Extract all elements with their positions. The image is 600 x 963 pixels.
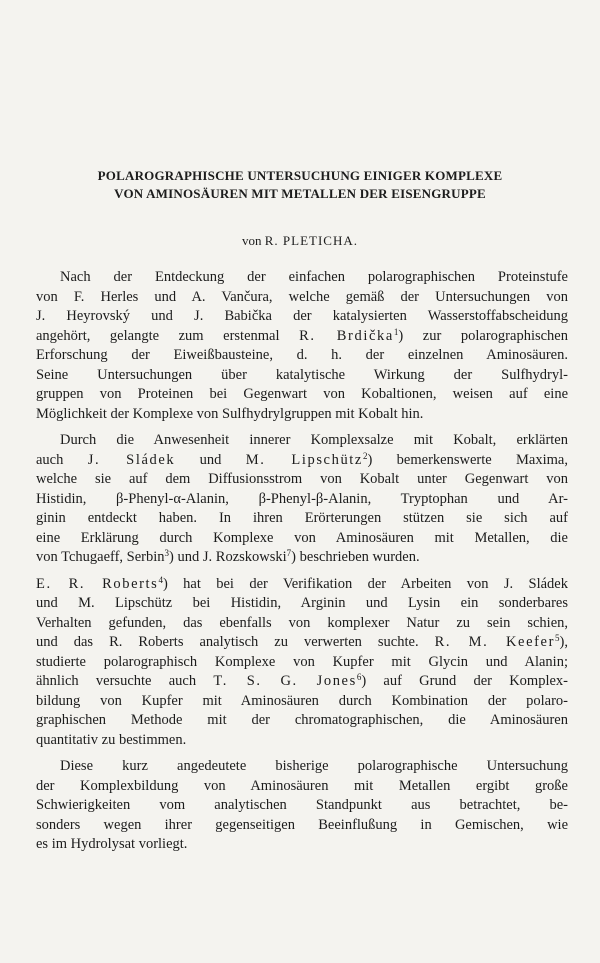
text-line: es im Hydrolysat vorliegt. <box>36 836 188 852</box>
author-reference: R. Brdička <box>299 327 394 344</box>
text-segment: und das R. Roberts analytisch zu verwerten suchte. <box>36 634 419 650</box>
text-line: E. R. Roberts$^4$) hat bei der Verifikation der Arbeiten von J. Sládek <box>36 574 568 592</box>
text-line: Schwierigkeiten vom analytischen Standpunkt aus betrachtet, be- <box>36 797 568 813</box>
text-segment: und <box>199 451 222 468</box>
text-line: Histidin, β-Phenyl-α-Alanin, β-Phenyl-β-Alanin, Tryptophan und Ar- <box>36 490 568 507</box>
footnote-ref: 5 <box>555 633 560 643</box>
author-reference: R. M. Keefer <box>434 634 556 650</box>
text-segment: von Tchugaeff, Serbin <box>36 549 165 565</box>
author-prefix: von <box>242 233 262 248</box>
text-line: und das R. Roberts analytisch zu verwerten suchte. R. M. Keefer$^5$), <box>36 633 568 650</box>
text-line: Verhalten gefunden, das ebenfalls von komplexer Natur zu sein schien, <box>36 614 568 631</box>
text-segment: bemerkenswerte Maxima, <box>396 451 568 468</box>
paragraph-2 <box>36 431 568 568</box>
title-line-2: VON AMINOSÄUREN MIT METALLEN DER EISENGRUPPE <box>114 186 486 201</box>
text-segment: ähnlich versuchte auch <box>36 673 197 689</box>
text-segment: auch <box>36 451 64 468</box>
text-line: Seine Untersuchungen über katalytische Wirkung der Sulfhydryl- <box>36 366 568 383</box>
paper-title <box>40 167 560 203</box>
text-line: bildung von Kupfer mit Aminosäuren durch Kombination der polaro- <box>36 692 568 709</box>
text-line: Durch die Anwesenheit innerer Komplexsalze mit Kobalt, erklärten <box>60 432 568 448</box>
paragraph-4 <box>36 757 568 855</box>
text-line: und M. Lipschütz bei Histidin, Arginin und Lysin ein sonderbares <box>36 595 568 611</box>
paragraph-1 <box>36 268 568 424</box>
text-line: ähnlich versuchte auch T. S. G. Jones$^6$) auf Grund der Komplex- <box>36 672 568 689</box>
text-line: graphischen Methode mit der chromatographischen, die Aminosäuren <box>36 712 568 728</box>
author-reference: T. S. G. Jones <box>213 673 357 689</box>
author-reference: J. Sládek <box>87 451 176 468</box>
footnote-ref: 4 <box>158 574 163 585</box>
text-segment: und J. Rozskowski <box>177 549 287 565</box>
text-line: angehört, gelangte zum erstenmal R. Brdička$^1$) zur polarographischen <box>36 326 568 344</box>
text-line: Möglichkeit der Komplexe von Sulfhydrylgruppen mit Kobalt hin. <box>36 405 424 422</box>
author-line <box>40 233 560 249</box>
text-segment: hat bei der Verifikation der Arbeiten von J. Sládek <box>183 575 568 592</box>
title-line-1: POLAROGRAPHISCHE UNTERSUCHUNG EINIGER KOMPLEXE <box>97 168 503 183</box>
author-reference: E. R. Roberts <box>36 575 159 592</box>
paragraph-3 <box>36 575 568 751</box>
footnote-ref: 6 <box>356 672 362 682</box>
footnote-ref: 3 <box>164 548 170 558</box>
text-line: sonders wegen ihrer gegenseitigen Beeinflußung in Gemischen, wie <box>36 816 568 833</box>
author-name: R. PLETICHA. <box>264 233 358 248</box>
text-line: eine Erklärung durch Komplexe von Aminosäuren mit Metallen, die <box>36 529 568 546</box>
text-line: von F. Herles und A. Vančura, welche gemäß der Untersuchungen von <box>36 288 568 305</box>
text-line: J. Heyrovský und J. Babička der katalysierten Wasserstoffabscheidung <box>36 308 568 324</box>
text-line: gruppen von Proteinen bei Gegenwart von Kobaltionen, weisen auf eine <box>36 386 568 402</box>
text-line: studierte polarographisch Komplexe von Kupfer mit Glycin und Alanin; <box>36 653 568 670</box>
text-segment: zur polarographischen <box>422 327 568 344</box>
text-line: quantitativ zu bestimmen. <box>36 731 187 748</box>
text-line: von Tchugaeff, Serbin$^3$) und J. Rozskowski$^7$) beschrieben wurden. <box>36 548 420 565</box>
footnote-ref: 7 <box>286 548 292 558</box>
text-line: welche sie auf dem Diffusionsstrom von Kobalt unter Gegenwart von <box>36 471 568 487</box>
text-segment: beschrieben wurden. <box>299 549 420 565</box>
text-segment: angehört, gelangte zum erstenmal <box>36 327 280 344</box>
footnote-ref: 1 <box>393 326 399 337</box>
body-text <box>36 268 568 862</box>
text-line: ginin entdeckt haben. In ihren Erörterungen stützen sie sich auf <box>36 510 568 526</box>
text-line: Nach der Entdeckung der einfachen polarographischen Proteinstufe <box>60 269 568 285</box>
text-line: auch J. Sládek und M. Lipschütz$^2$) bemerkenswerte Maxima, <box>36 450 568 468</box>
text-line: Diese kurz angedeutete bisherige polarographische Untersuchung <box>60 758 568 774</box>
author-reference: M. Lipschütz <box>245 451 363 468</box>
text-line: Erforschung der Eiweißbausteine, d. h. der einzelnen Aminosäuren. <box>36 347 568 363</box>
footnote-ref: 2 <box>362 450 368 461</box>
text-line: der Komplexbildung von Aminosäuren mit Metallen ergibt große <box>36 777 568 794</box>
text-segment: auf Grund der Komplex- <box>383 673 568 689</box>
